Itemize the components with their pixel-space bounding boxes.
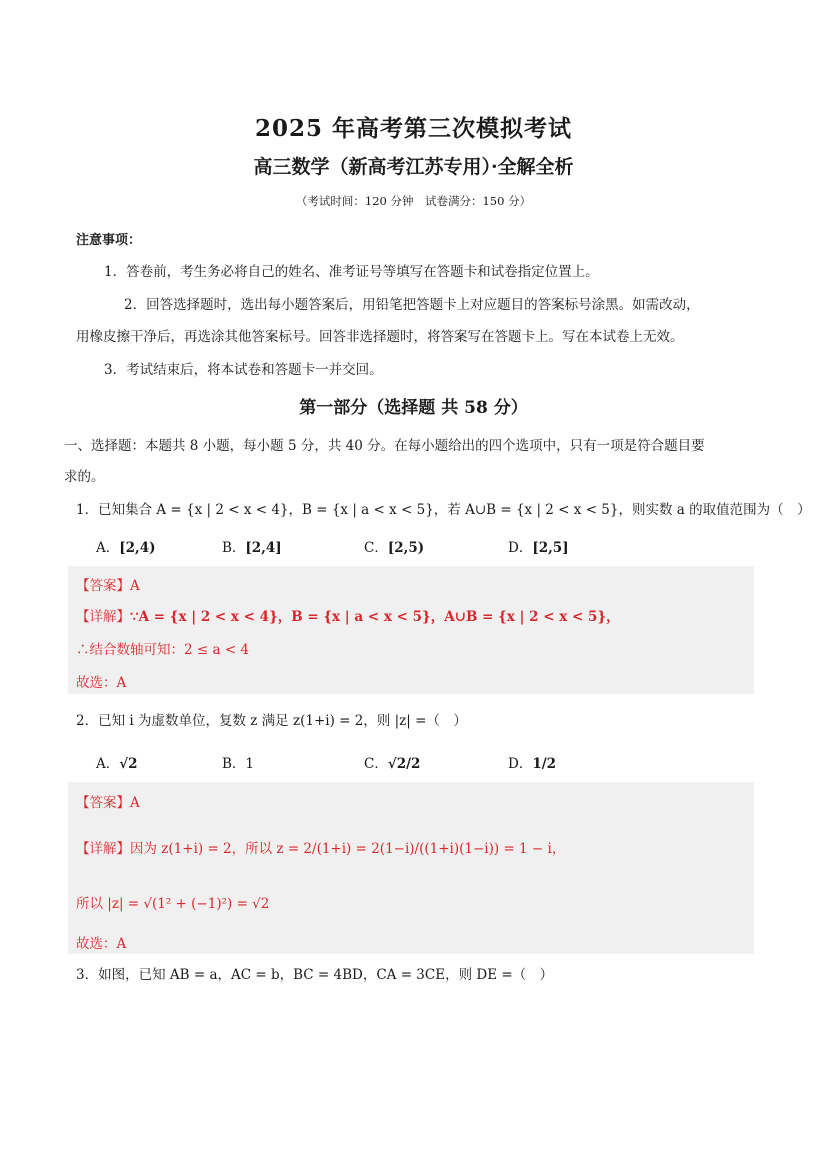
document-title: 2025 年高考第三次模拟考试: [254, 115, 573, 142]
option-value: [2,5): [387, 540, 425, 556]
option-label: D．: [508, 540, 533, 556]
question-2-stem: 2．已知 i 为虚数单位，复数 z 满足 z(1+i) = 2，则 |z| =（ ）: [76, 713, 467, 729]
question-2-answer: [76, 791, 140, 811]
notice-item-3: 3．考试结束后，将本试卷和答题卡一并交回。: [104, 362, 383, 378]
question-1-option-c: [364, 536, 424, 556]
question-2-option-c: [364, 752, 420, 772]
detail-text: ∵A = {x | 2 < x < 4}，B = {x | a < x < 5}，A∪B = {x | 2 < x < 5}，: [130, 609, 620, 625]
question-2-option-a: [96, 752, 138, 772]
option-value: 1/2: [532, 756, 557, 772]
question-2-solution-block: [68, 782, 754, 954]
section-heading: 第一部分（选择题 共 58 分）: [299, 398, 528, 418]
question-1-option-b: [222, 536, 282, 556]
question-1-answer: [76, 574, 140, 594]
answer-tag: 【答案】: [76, 578, 130, 594]
question-2-choose: 故选：A: [76, 936, 127, 952]
detail-tag: 【详解】: [76, 841, 130, 857]
document-subtitle: 高三数学（新高考江苏专用）·全解全析: [253, 156, 574, 178]
option-label: D．: [508, 756, 533, 772]
question-2-option-b: [222, 752, 254, 772]
notice-item-2-line2: 用橡皮擦干净后，再选涂其他答案标号。回答非选择题时，将答案写在答题卡上。写在本试卷上无效。: [76, 329, 684, 345]
answer-value: A: [130, 795, 140, 811]
option-label: C．: [364, 540, 388, 556]
option-value: [2,4]: [245, 540, 282, 556]
option-label: C．: [364, 756, 388, 772]
question-3-stem: 3．如图，已知 AB = a，AC = b，BC = 4BD，CA = 3CE，则 DE =（ ）: [76, 967, 554, 983]
option-value: 1: [245, 756, 255, 772]
notice-item-2-line1: 2．回答选择题时，选出每小题答案后，用铅笔把答题卡上对应题目的答案标号涂黑。如需改动，: [124, 297, 700, 313]
notice-item-1: 1．答卷前，考生务必将自己的姓名、准考证号等填写在答题卡和试卷指定位置上。: [104, 264, 599, 280]
question-1-option-d: [508, 536, 569, 556]
section-intro-line1: 一、选择题：本题共 8 小题，每小题 5 分，共 40 分。在每小题给出的四个选项中，只有一项是符合题目要: [64, 438, 705, 454]
answer-value: A: [130, 578, 140, 594]
option-label: A．: [96, 540, 120, 556]
question-1-detail: [76, 605, 620, 625]
question-2-detail: [76, 837, 565, 857]
question-1-choose: 故选：A: [76, 675, 127, 691]
answer-tag: 【答案】: [76, 795, 130, 811]
option-value: √2/2: [387, 756, 421, 772]
option-label: A．: [96, 756, 120, 772]
option-label: B．: [222, 756, 246, 772]
question-1-option-a: [96, 536, 156, 556]
question-1-conclusion: ∴结合数轴可知：2 ≤ a < 4: [76, 642, 250, 658]
exam-info: （考试时间：120 分钟 试卷满分：150 分）: [295, 194, 532, 208]
option-value: √2: [119, 756, 138, 772]
notice-heading: 注意事项：: [76, 233, 142, 248]
detail-tag: 【详解】: [76, 609, 130, 625]
section-intro-line2: 求的。: [64, 469, 105, 485]
option-value: [2,4): [119, 540, 156, 556]
option-value: [2,5]: [532, 540, 569, 556]
option-label: B．: [222, 540, 246, 556]
question-2-modulus: 所以 |z| = √(1² + (−1)²) = √2: [76, 896, 270, 912]
question-2-option-d: [508, 752, 556, 772]
detail-text: 因为 z(1+i) = 2，所以 z = 2/(1+i) = 2(1−i)/((1+i)(1−i)) = 1 − i，: [130, 841, 566, 857]
question-1-stem: 1．已知集合 A = {x | 2 < x < 4}，B = {x | a < x < 5}，若 A∪B = {x | 2 < x < 5}，则实数 a 的取值范围为（ ）: [76, 502, 811, 518]
question-1-solution-block: [68, 566, 754, 694]
